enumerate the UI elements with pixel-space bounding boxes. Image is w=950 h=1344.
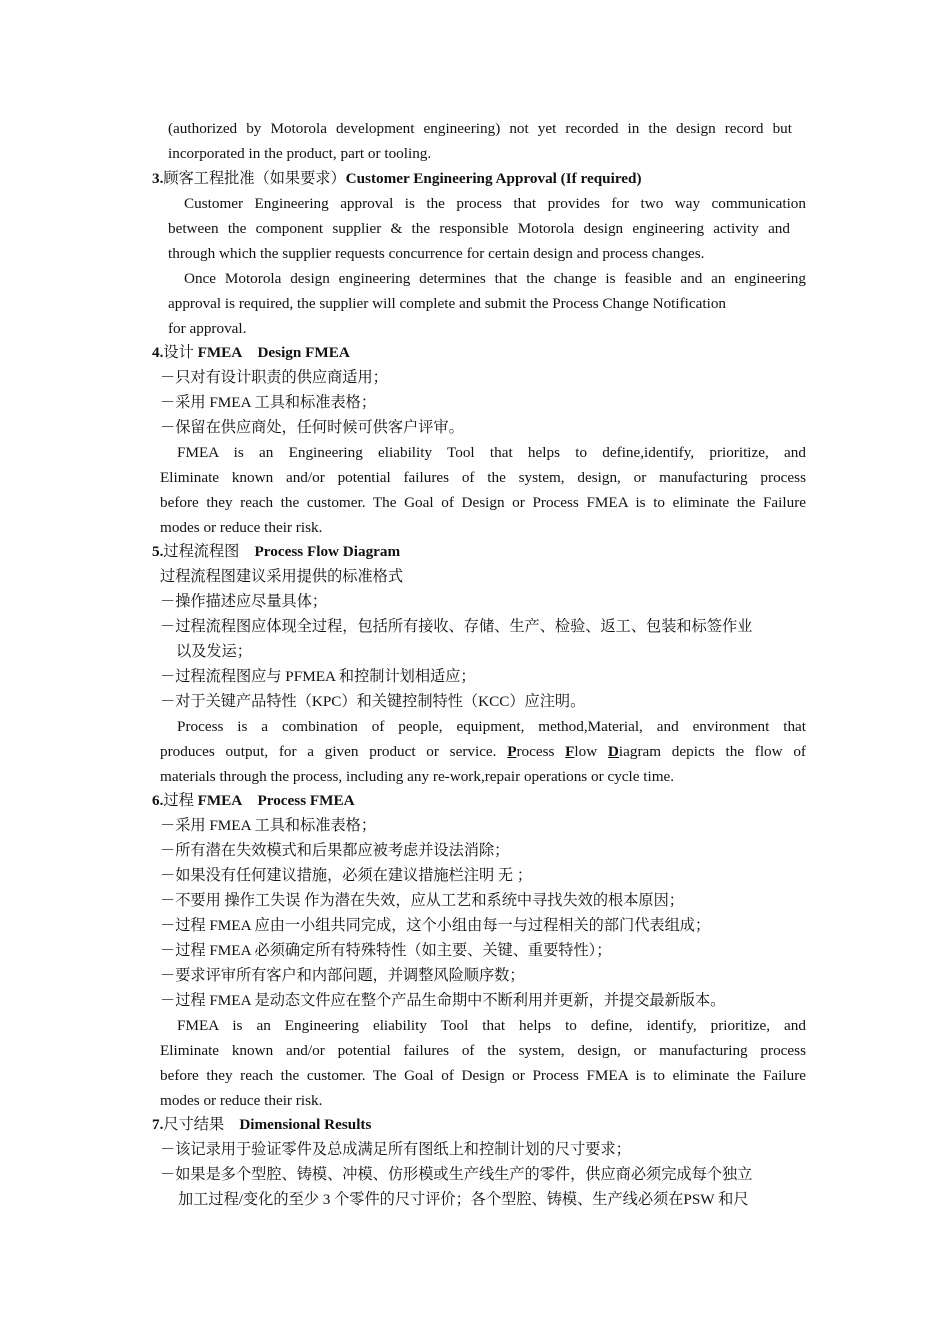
s3-para2-line-2: approval is required, the supplier will complete and submit the Process Change Notification	[168, 295, 727, 312]
s5-bullet-4: －对于关键产品特性（KPC）和关键控制特性（KCC）应注明。	[160, 693, 586, 710]
s5-para2-rocess: rocess	[516, 743, 566, 760]
s3-para2-line-1: Once Motorola design engineering determines that the change is feasible and an engineering	[184, 270, 806, 287]
s3-para1-line-3: through which the supplier requests concurrence for certain design and process changes.	[168, 245, 705, 262]
section-title-en-1: FMEA	[197, 792, 243, 809]
s5-para-line-2	[160, 742, 806, 762]
s4-bullet-1: －只对有设计职责的供应商适用；	[160, 369, 388, 386]
section-title-en: Customer Engineering Approval (If required)	[345, 170, 642, 187]
s6-para-line-3: before they reach the customer. The Goal of Design or Process FMEA is to eliminate the Failure	[160, 1067, 806, 1084]
s4-bullet-3: －保留在供应商处，任何时候可供客户评审。	[160, 419, 464, 436]
section-title-cn: 设计	[163, 344, 194, 361]
section-title-en-2: Process FMEA	[257, 792, 355, 809]
underlined-P: P	[507, 743, 517, 760]
section-7-heading	[152, 1115, 371, 1135]
section-title-en-1: FMEA	[197, 344, 243, 361]
s5-para-line-1: Process is a combination of people, equipment, method,Material, and environment that	[177, 718, 806, 735]
s4-bullet-2: －采用 FMEA 工具和标准表格；	[160, 394, 377, 411]
section-4-heading	[152, 343, 350, 363]
s6-para-line-4: modes or reduce their risk.	[160, 1092, 323, 1109]
s3-para2-line-3: for approval.	[168, 320, 247, 337]
s5-para2-pre: produces output, for a given product or service.	[160, 743, 508, 760]
s5-para2-post: iagram depicts the flow of	[618, 743, 806, 760]
intro-line-1: (authorized by Motorola development engineering) not yet recorded in the design record but	[168, 120, 792, 137]
section-title-cn: 过程流程图	[163, 543, 240, 560]
s4-para-line-4: modes or reduce their risk.	[160, 519, 323, 536]
section-title-cn: 顾客工程批准（如果要求）	[163, 170, 346, 187]
section-number: 6.	[152, 792, 164, 809]
section-number: 4.	[152, 344, 164, 361]
s5-bullet-1: －操作描述应尽量具体；	[160, 593, 328, 610]
section-number: 7.	[152, 1116, 164, 1133]
s3-para1-line-1: Customer Engineering approval is the process that provides for two way communication	[184, 195, 806, 212]
s4-para-line-1: FMEA is an Engineering eliability Tool that helps to define,identify, prioritize, and	[177, 444, 806, 461]
s3-para1-line-2: between the component supplier & the responsible Motorola design engineering activity and	[168, 220, 790, 237]
section-number: 5.	[152, 543, 164, 560]
s6-bullet-5: －过程 FMEA 应由一小组共同完成，这个小组由每一与过程相关的部门代表组成；	[160, 917, 711, 934]
s4-para-line-2: Eliminate known and/or potential failures of the system, design, or manufacturing process	[160, 469, 806, 486]
s5-para2-low: low	[574, 743, 608, 760]
section-number: 3.	[152, 170, 164, 187]
section-6-heading	[152, 791, 355, 811]
s5-intro-line: 过程流程图建议采用提供的标准格式	[160, 568, 403, 585]
s7-bullet-2-cont: 加工过程/变化的至少 3 个零件的尺寸评价；各个型腔、铸模、生产线必须在PSW 和尺	[178, 1191, 749, 1208]
s5-bullet-2: －过程流程图应体现全过程，包括所有接收、存储、生产、检验、返工、包装和标签作业	[160, 618, 753, 635]
s7-bullet-1: －该记录用于验证零件及总成满足所有图纸上和控制计划的尺寸要求；	[160, 1141, 631, 1158]
s6-bullet-3: －如果没有任何建议措施，必须在建议措施栏注明 无 ；	[160, 867, 533, 884]
underlined-F: F	[565, 743, 575, 760]
s5-para-line-3: materials through the process, including any re-work,repair operations or cycle time.	[160, 768, 675, 785]
section-title-cn: 过程	[163, 792, 194, 809]
s6-para-line-2: Eliminate known and/or potential failures of the system, design, or manufacturing process	[160, 1042, 806, 1059]
s6-bullet-1: －采用 FMEA 工具和标准表格；	[160, 817, 377, 834]
section-title-en: Dimensional Results	[239, 1116, 372, 1133]
section-5-heading	[152, 542, 400, 562]
s5-bullet-3: －过程流程图应与 PFMEA 和控制计划相适应；	[160, 668, 476, 685]
s6-para-line-1: FMEA is an Engineering eliability Tool that helps to define, identify, prioritize, and	[177, 1017, 806, 1034]
s6-bullet-8: －过程 FMEA 是动态文件应在整个产品生命期中不断利用并更新，并提交最新版本。	[160, 992, 726, 1009]
s6-bullet-4: －不要用 操作工失误 作为潜在失效，应从工艺和系统中寻找失效的根本原因；	[160, 892, 684, 909]
s5-bullet-2-cont: 以及发运；	[176, 643, 252, 660]
section-title-cn: 尺寸结果	[163, 1116, 225, 1133]
s6-bullet-2: －所有潜在失效模式和后果都应被考虑并设法消除；	[160, 842, 510, 859]
s4-para-line-3: before they reach the customer. The Goal of Design or Process FMEA is to eliminate the Failure	[160, 494, 806, 511]
underlined-D: D	[607, 743, 619, 760]
section-title-en-2: Design FMEA	[257, 344, 350, 361]
intro-line-2: incorporated in the product, part or tooling.	[168, 145, 432, 162]
s6-bullet-7: －要求评审所有客户和内部问题，并调整风险顺序数；	[160, 967, 525, 984]
section-title-en: Process Flow Diagram	[254, 543, 401, 560]
s6-bullet-6: －过程 FMEA 必须确定所有特殊特性（如主要、关键、重要特性）；	[160, 942, 612, 959]
section-3-heading	[152, 169, 642, 189]
s7-bullet-2: －如果是多个型腔、铸模、冲模、仿形模或生产线生产的零件，供应商必须完成每个独立	[160, 1166, 753, 1183]
